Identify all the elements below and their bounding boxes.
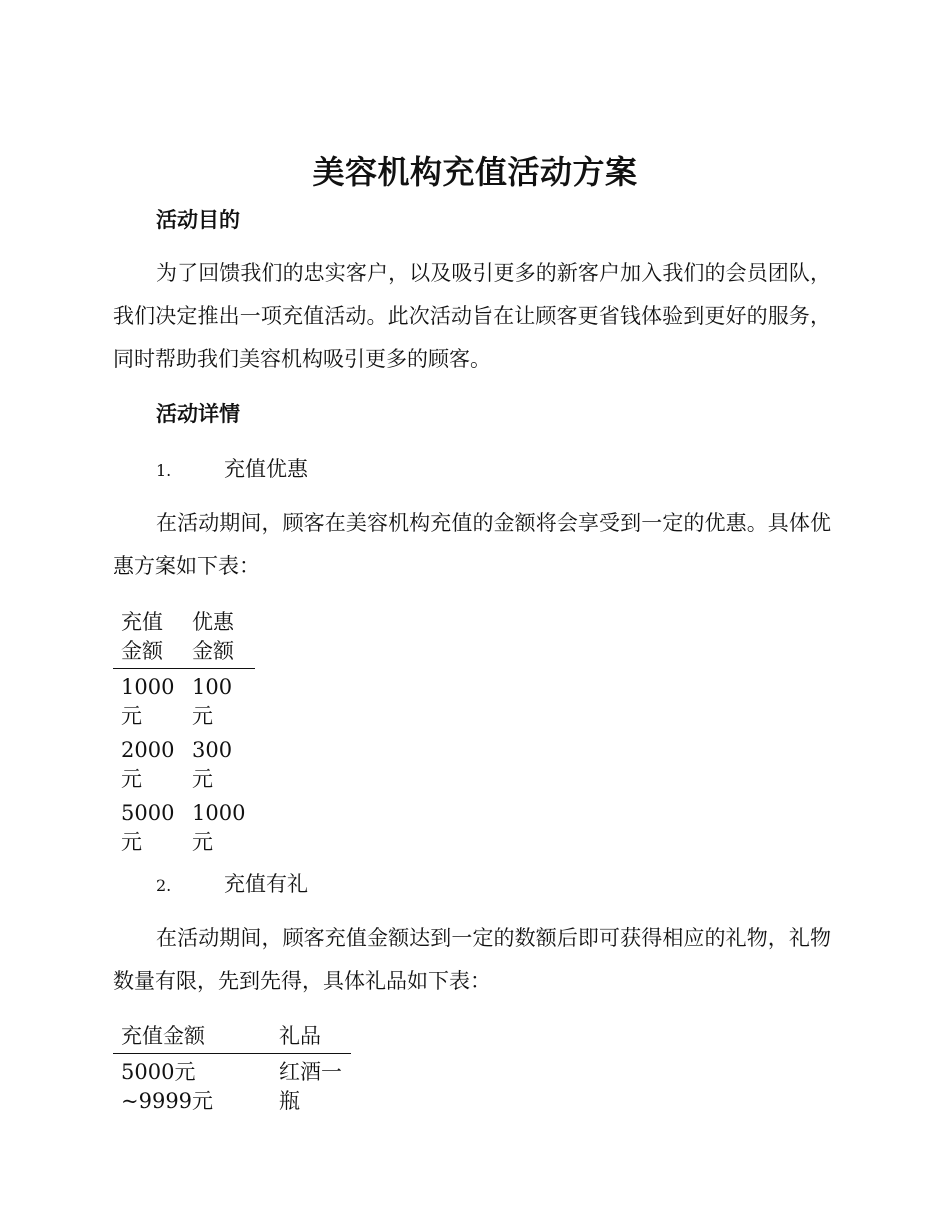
list-item-recharge-gift [156, 869, 308, 901]
table-cell: 100元 [192, 675, 233, 728]
table-cell: 2000元 [121, 738, 175, 791]
section-heading-details: 活动详情 [156, 402, 240, 426]
table-header-row [113, 1022, 351, 1054]
table-header-cell: 充值金额 [113, 608, 184, 669]
purpose-paragraph: 为了回馈我们的忠实客户，以及吸引更多的新客户加入我们的会员团队，我们决定推出一项充值活动。此次活动旨在让顾客更省钱体验到更好的服务，同时帮助我们美容机构吸引更多的顾客。 [113, 261, 831, 371]
list-item-label: 充值有礼 [224, 872, 308, 896]
table-cell: 1000元 [192, 801, 246, 854]
table-row [113, 732, 255, 795]
list-item-recharge-discount [156, 454, 308, 486]
document-title: 美容机构充值活动方案 [312, 153, 638, 191]
list-number: 2. [156, 876, 172, 895]
table-cell: 300元 [192, 738, 233, 791]
gift-paragraph: 在活动期间，顾客充值金额达到一定的数额后即可获得相应的礼物，礼物数量有限，先到先得，具体礼品如下表： [113, 926, 831, 993]
table-row [113, 1054, 351, 1118]
discount-table [113, 608, 255, 858]
section-heading-purpose: 活动目的 [156, 208, 240, 232]
table-row [113, 669, 255, 733]
table-cell: 1000元 [121, 675, 175, 728]
table-header-cell: 充值金额 [113, 1022, 271, 1054]
list-number: 1. [156, 461, 172, 480]
table-header-cell: 礼品 [271, 1022, 351, 1054]
gift-table [113, 1022, 351, 1117]
table-row [113, 795, 255, 858]
table-header-cell: 优惠金额 [184, 608, 255, 669]
table-header-row [113, 608, 255, 669]
table-cell: 红酒一瓶 [279, 1060, 342, 1113]
table-cell: 5000元~9999元 [121, 1060, 214, 1113]
discount-paragraph: 在活动期间，顾客在美容机构充值的金额将会享受到一定的优惠。具体优惠方案如下表： [113, 511, 831, 578]
list-item-label: 充值优惠 [224, 457, 308, 481]
table-cell: 5000元 [121, 801, 175, 854]
